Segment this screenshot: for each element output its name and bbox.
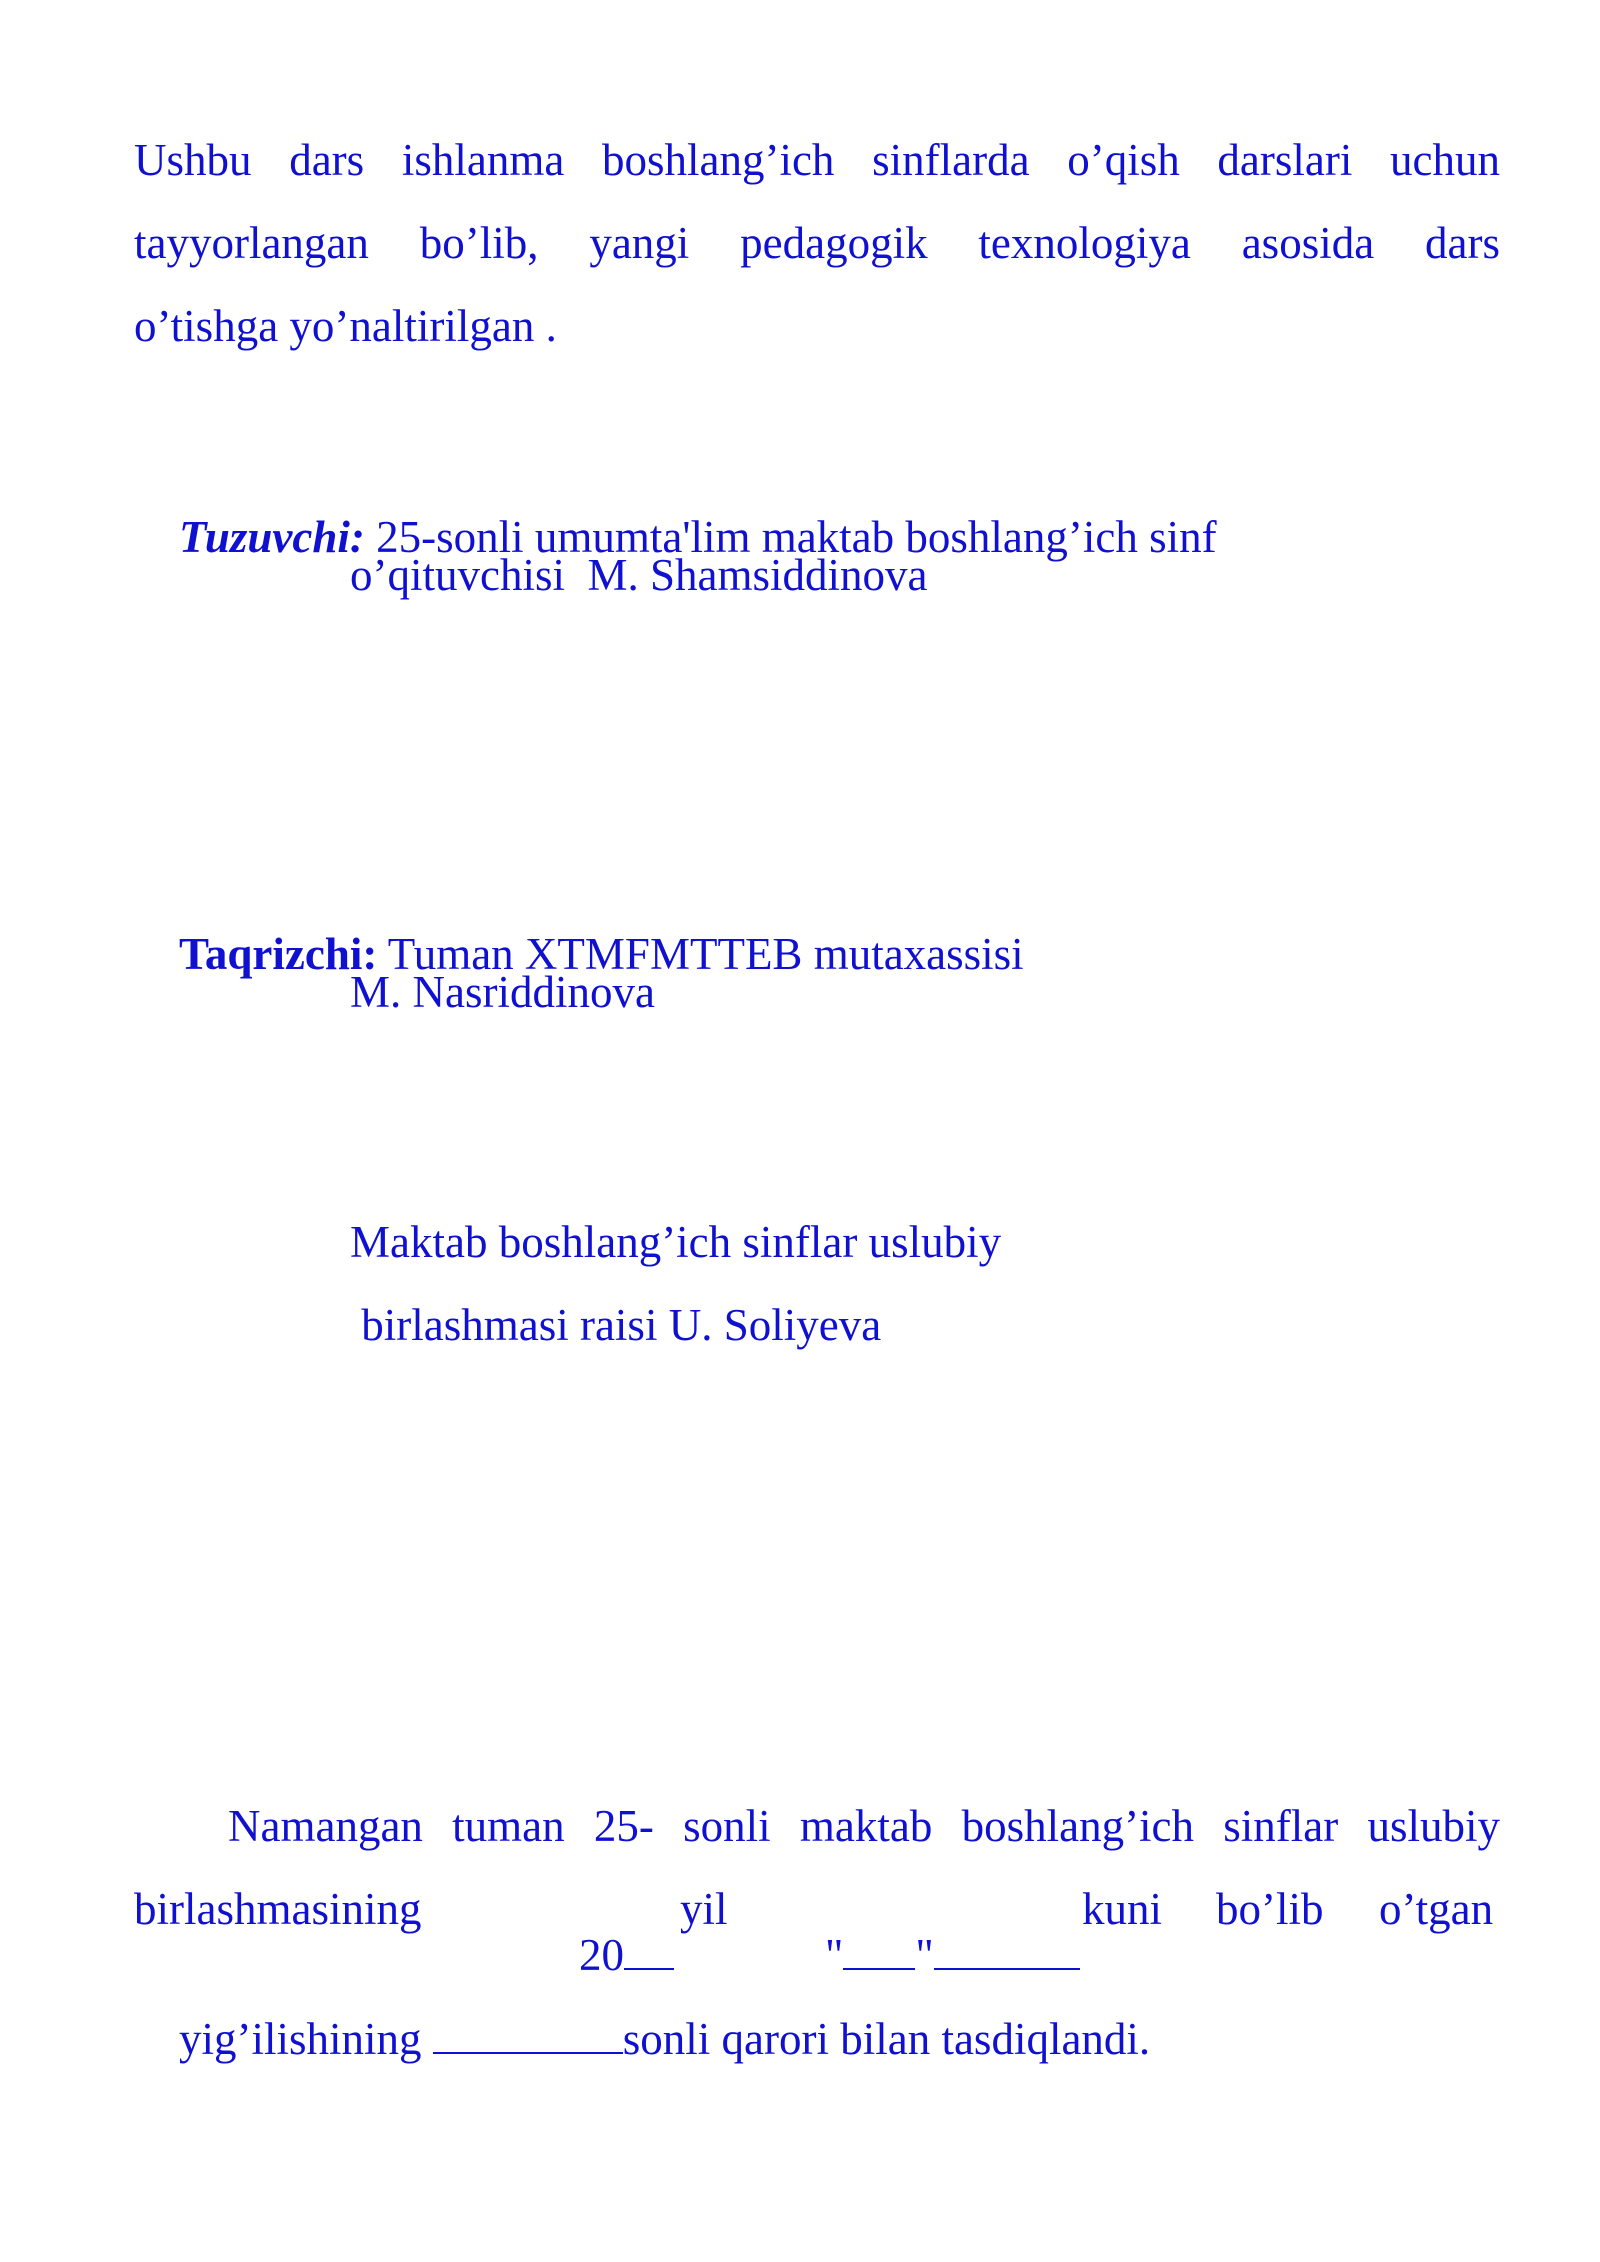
reviewer-line-2: M. Nasriddinova <box>350 967 655 1017</box>
quote-open: " <box>825 1930 844 1980</box>
approval-bolib: bo’lib <box>1216 1884 1324 1934</box>
month-blank <box>934 1932 1080 1970</box>
author-line-2: o’qituvchisi M. Shamsiddinova <box>350 550 928 600</box>
intro-line-1: Ushbu dars ishlanma boshlang’ich sinflarda o’qish darslari uchun <box>134 135 1500 185</box>
approval-line-3 <box>134 1971 1150 2107</box>
approval-line-2-start: birlashmasining <box>134 1884 422 1934</box>
quote-close: " <box>915 1930 934 1980</box>
decision-number-blank <box>433 2016 623 2054</box>
intro-line-2: tayyorlangan bo’lib, yangi pedagogik texnologiya asosida dars <box>134 218 1500 268</box>
day-blank <box>843 1932 915 1970</box>
approval-otgan: o’tgan <box>1379 1884 1494 1934</box>
approval-line-1: Namangan tuman 25- sonli maktab boshlang’ich sinflar uslubiy <box>228 1801 1500 1851</box>
reviewer-label: Taqrizchi: <box>179 929 378 979</box>
chair-line-1: Maktab boshlang’ich sinflar uslubiy <box>350 1217 1002 1267</box>
author-description: 25-sonli umumta'lim maktab boshlang’ich sinf <box>364 512 1217 562</box>
approval-line-3-end: sonli qarori bilan tasdiqlandi. <box>622 2014 1151 2064</box>
reviewer-description: Tuman XTMFMTTEB mutaxassisi <box>377 929 1024 979</box>
chair-line-2: birlashmasi raisi U. Soliyeva <box>350 1300 882 1350</box>
year-prefix: 20 <box>579 1930 624 1980</box>
intro-line-3: o’tishga yo’naltirilgan . <box>134 301 557 351</box>
year-blank <box>624 1932 674 1970</box>
approval-kuni: kuni <box>1082 1884 1163 1934</box>
approval-yil: yil <box>680 1884 728 1934</box>
approval-line-3-start: yig’ilishining <box>179 2014 433 2064</box>
author-label: Tuzuvchi: <box>179 512 365 562</box>
